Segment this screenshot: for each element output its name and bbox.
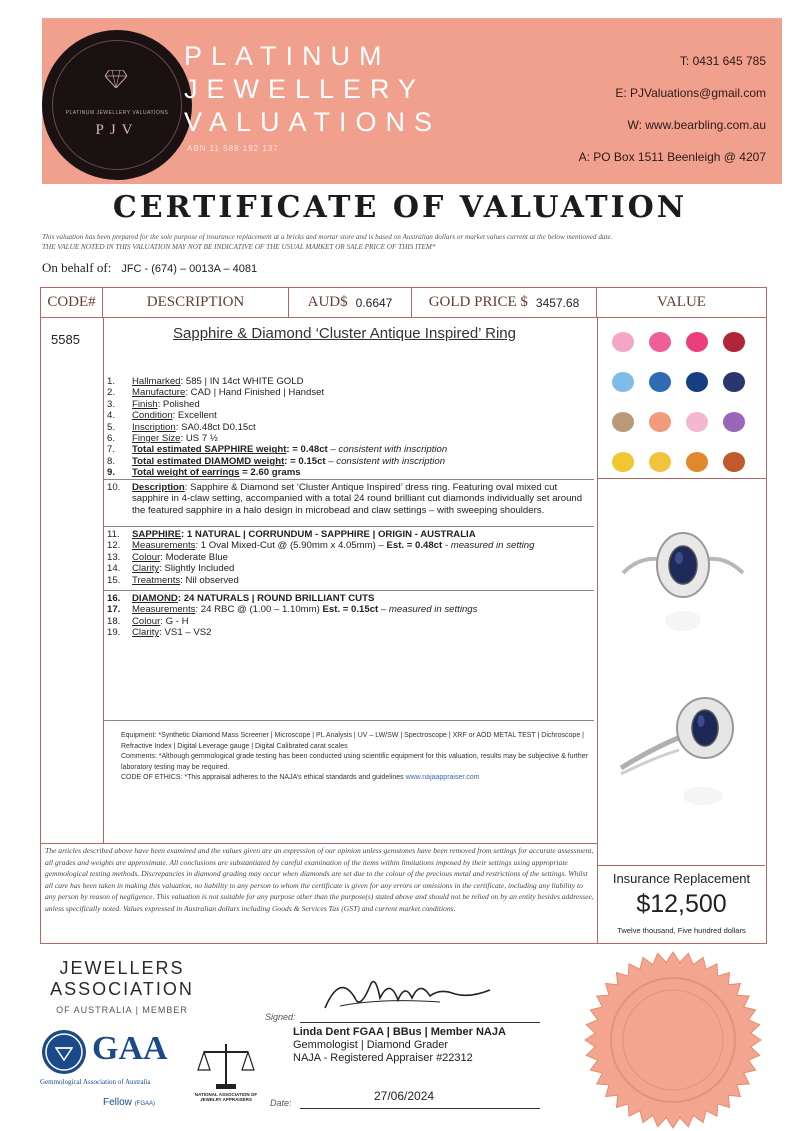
signatory-registration: NAJA - Registered Appraiser #22312 xyxy=(293,1052,473,1064)
insurance-label: Insurance Replacement xyxy=(612,871,751,886)
disclaimer-line-1: This valuation has been prepared for the sole purpose of insurance replacement at a bricks and mortar store and is based on Australian dollars or market values current at the below mentioned date. xyxy=(42,233,613,241)
gem-swatch xyxy=(612,412,634,432)
contact-web: W: www.bearbling.com.au xyxy=(627,118,766,132)
date-line xyxy=(300,1108,540,1109)
gem-swatch xyxy=(686,452,708,472)
item-description: 10. Description: Sapphire & Diamond set ‘Cluster Antique Inspired’ dress ring. Featuring oval mixed cut sapphire in 4-claw setting, accompanied with a total 24 round brilliant cut diamonds individually set around the featured sapphire in a halo design in microbead and claw settings – with sweeping shoulders. xyxy=(107,482,583,516)
list-item: 5. Inscription: SA0.48ct D0.15ct xyxy=(107,421,256,433)
gaa-subtitle: Gemmological Association of Australia xyxy=(40,1078,151,1086)
gem-swatch xyxy=(649,452,671,472)
section-divider xyxy=(104,526,594,527)
signature-line xyxy=(300,1022,540,1023)
list-item: 4. Condition: Excellent xyxy=(107,410,217,422)
valuation-table xyxy=(40,287,767,944)
signature-image xyxy=(320,968,500,1018)
list-item: 13. Colour: Moderate Blue xyxy=(107,551,228,563)
naja-link[interactable]: www.najaappraiser.com xyxy=(405,774,480,781)
brand-name: PLATINUM JEWELLERY VALUATIONS xyxy=(184,41,442,137)
list-item: 1. Hallmarked: 585 | IN 14ct WHITE GOLD xyxy=(107,376,304,387)
list-item: 18. Colour: G - H xyxy=(107,615,189,627)
equipment-notes: Equipment: *Synthetic Diamond Mass Screener | Microscope | PL Analysis | UV – LW/SW | Spectroscope | XRF or AOD METAL TEST | Dichroscope | Refractive Index | Digital Leverage gauge | Digital Calibrated carat scales Comments: *Although gemmological grade testing has been conducted using scientific equipment for this valuation, results may be subjective & further laboratory testing may be required. CODE OF ETHICS: *This appraisal adheres to the NAJA’s ethical standards and guidelines www.najaappraiser.com xyxy=(121,732,588,781)
gem-swatch xyxy=(723,452,745,472)
insurance-replacement xyxy=(598,865,765,943)
gem-swatch xyxy=(612,452,634,472)
column-divider xyxy=(597,318,598,943)
gem-swatch xyxy=(612,372,634,392)
signatory-details xyxy=(293,1026,506,1065)
gaa-logo xyxy=(40,1028,168,1086)
date-label: Date: xyxy=(270,1098,292,1108)
embossed-seal xyxy=(568,945,778,1130)
list-item: 16. DIAMOND: 24 NATURALS | ROUND BRILLIANT CUTS xyxy=(107,593,375,604)
gem-swatch xyxy=(723,412,745,432)
gem-swatch xyxy=(649,372,671,392)
gem-swatch xyxy=(723,372,745,392)
naja-logo xyxy=(186,1040,266,1102)
aud-label: AUD$ xyxy=(307,294,348,310)
header-value: VALUE xyxy=(597,288,766,318)
legal-boilerplate: The articles described above have been examined and the values given are an expression of our opinion unless gemstones have been removed from settings for accurate assessment, all grades and weights are approximate. All conclusions are substantiated by careful examination of the items within limitations imposed by their settings using appropriate gemmological testing methods. Discrepancies in diamond grading may occur when diamonds are set due to the colour of the precious metal and restrictions of the settings. Whilst all care has been taken in making this valuation, no liability to any person to whom the certificate is given for any errors or omissions in the certificate, including any liability to any person by reason of negligence. This valuation is not suitable for any purpose other than the purpose(s) stated above and should not be relied on by an entity besides addressee, unless specifically noted. Values expressed in Australian dollars including Goods & Services Tax (GST) and current market conditions. xyxy=(45,846,594,913)
logo-ring xyxy=(52,40,182,170)
gem-swatch xyxy=(649,412,671,432)
gem-swatch xyxy=(686,332,708,352)
date-value: 27/06/2024 xyxy=(374,1089,435,1103)
list-item: 8. Total estimated DIAMOMD weight: = 0.15ct – consistent with inscription xyxy=(107,455,446,467)
logo-initials: PJV xyxy=(95,122,139,138)
scales-icon xyxy=(186,1040,266,1092)
gold-value: 3457.68 xyxy=(535,295,580,310)
sapphire-details xyxy=(107,529,594,586)
list-item: 14. Clarity: Slightly Included xyxy=(107,563,235,575)
row-divider xyxy=(598,478,766,479)
list-item: 3. Finish: Polished xyxy=(107,398,200,410)
list-item: 17. Measurements: 24 RBC @ (1.00 – 1.10mm) Est. = 0.15ct – measured in settings xyxy=(107,604,478,616)
aud-value: 0.6647 xyxy=(355,295,393,310)
list-item: 15. Treatments: Nil observed xyxy=(107,574,239,586)
header-description: DESCRIPTION xyxy=(103,288,289,318)
fellow-label: Fellow (FGAA) xyxy=(103,1097,156,1108)
gem-swatch xyxy=(612,332,634,352)
ring-photo-side xyxy=(613,688,753,818)
contact-phone: T: 0431 645 785 xyxy=(679,54,766,68)
certificate-title: CERTIFICATE OF VALUATION xyxy=(112,190,688,225)
header-aud xyxy=(289,288,412,318)
column-divider xyxy=(103,318,104,843)
section-divider xyxy=(104,479,594,480)
list-item: 6. Finger Size: US 7 ½ xyxy=(107,433,218,445)
header-code: CODE# xyxy=(41,288,103,318)
jewellers-association-logo: JEWELLERS ASSOCIATION OF AUSTRALIA | MEMBER xyxy=(50,958,194,1015)
section-divider xyxy=(104,590,594,591)
gem-swatch xyxy=(686,372,708,392)
letterhead-banner xyxy=(42,18,782,184)
behalf-value: JFC - (674) – 0013A – 4081 xyxy=(121,263,258,275)
pjv-logo xyxy=(42,30,192,180)
list-item: 11. SAPPHIRE: 1 NATURAL | CORRUNDUM - SAPPHIRE | ORIGIN - AUSTRALIA xyxy=(107,529,476,540)
gaa-text: GAA xyxy=(92,1030,168,1067)
insurance-value-words: Twelve thousand, Five hundred dollars xyxy=(617,926,746,935)
insurance-value: $12,500 xyxy=(636,890,727,918)
list-item: 12. Measurements: 1 Oval Mixed-Cut @ (5.90mm x 4.05mm) – Est. = 0.48ct - measured in setting xyxy=(107,540,535,552)
diamond-icon xyxy=(105,70,127,88)
header-gold-price xyxy=(412,288,597,318)
gem-swatch xyxy=(723,332,745,352)
signed-label: Signed: xyxy=(265,1012,296,1022)
row-divider xyxy=(41,843,598,844)
behalf-label: On behalf of: xyxy=(42,260,112,275)
list-item: 9. Total weight of earrings = 2.60 grams xyxy=(107,467,301,479)
list-item: 7. Total estimated SAPPHIRE weight: = 0.48ct – consistent with inscription xyxy=(107,444,448,456)
list-item: 19. Clarity: VS1 – VS2 xyxy=(107,627,212,639)
signatory-role: Gemmologist | Diamond Grader xyxy=(293,1039,449,1051)
ring-photo-front xyxy=(613,503,753,643)
item-title: Sapphire & Diamond ‘Cluster Antique Inspired’ Ring xyxy=(173,325,516,342)
abn-number: ABN 11 588 192 137 xyxy=(187,144,279,153)
item-details-list xyxy=(107,376,594,479)
gem-swatch xyxy=(649,332,671,352)
gaa-emblem-icon xyxy=(40,1028,88,1076)
contact-email: E: PJValuations@gmail.com xyxy=(615,86,766,100)
on-behalf-of xyxy=(42,260,257,276)
disclaimer-line-2: THE VALUE NOTED IN THIS VALUATION MAY NOT BE INDICATIVE OF THE USUAL MARKET OR SALE PRICE OF THIS ITEM* xyxy=(42,243,436,251)
naja-text: NATIONAL ASSOCIATION OF JEWELRY APPRAISERS xyxy=(194,1092,258,1102)
item-code: 5585 xyxy=(51,332,80,347)
contact-address: A: PO Box 1511 Beenleigh @ 4207 xyxy=(578,150,766,164)
gold-label: GOLD PRICE $ xyxy=(428,294,528,310)
list-item: 2. Manufacture: CAD | Hand Finished | Handset xyxy=(107,387,325,399)
signatory-name: Linda Dent FGAA | BBus | Member NAJA xyxy=(293,1026,506,1038)
gem-swatch xyxy=(686,412,708,432)
logo-small-text: PLATINUM JEWELLERY VALUATIONS xyxy=(65,110,169,116)
section-divider xyxy=(104,720,594,721)
diamond-details xyxy=(107,593,594,639)
